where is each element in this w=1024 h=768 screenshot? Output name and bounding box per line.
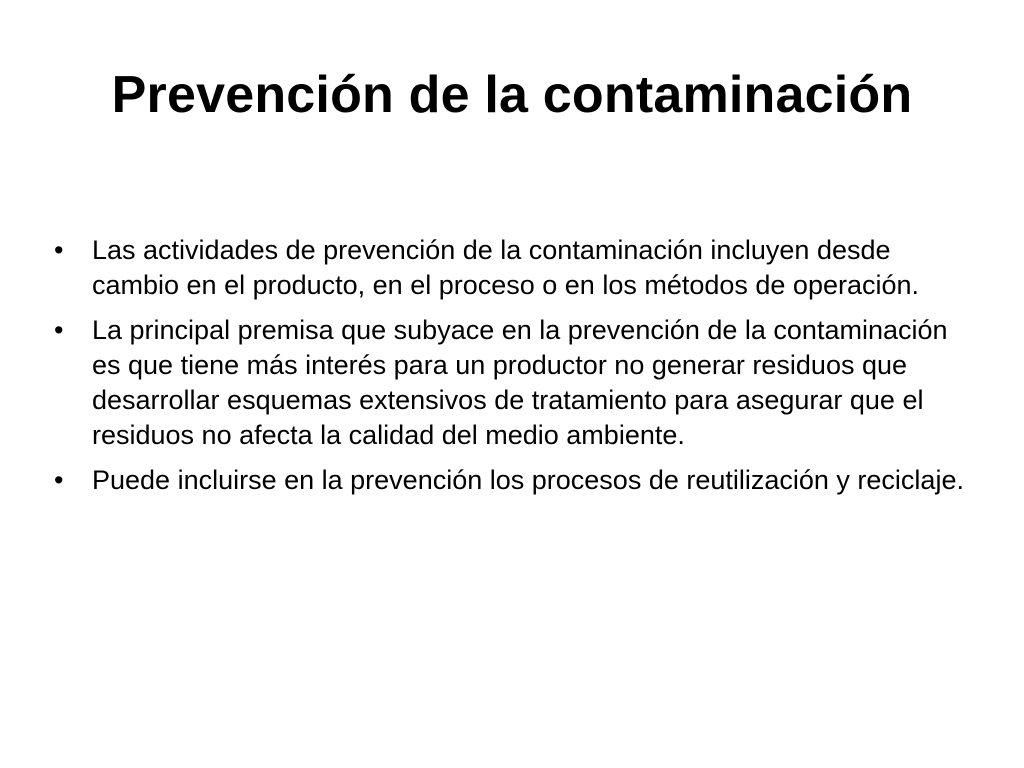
bullet-icon: •: [54, 235, 64, 265]
bullet-list: [54, 233, 974, 508]
slide-title: Prevención de la contaminación: [111, 66, 913, 124]
bullet-icon: •: [54, 315, 64, 345]
bullet-text: La principal premisa que subyace en la prevención de la contaminación es que tiene más interés para un productor no generar residuos que desarrollar esquemas extensivos de tratamiento para asegurar que el residuos no afecta la calidad del medio ambiente.: [92, 315, 948, 450]
list-item: [54, 463, 974, 498]
bullet-icon: •: [54, 465, 64, 495]
bullet-text: Las actividades de prevención de la contaminación incluyen desde cambio en el producto, en el proceso o en los métodos de operación.: [92, 235, 920, 300]
bullet-text: Puede incluirse en la prevención los procesos de reutilización y reciclaje.: [92, 465, 964, 495]
list-item: [54, 313, 974, 453]
list-item: [54, 233, 974, 303]
